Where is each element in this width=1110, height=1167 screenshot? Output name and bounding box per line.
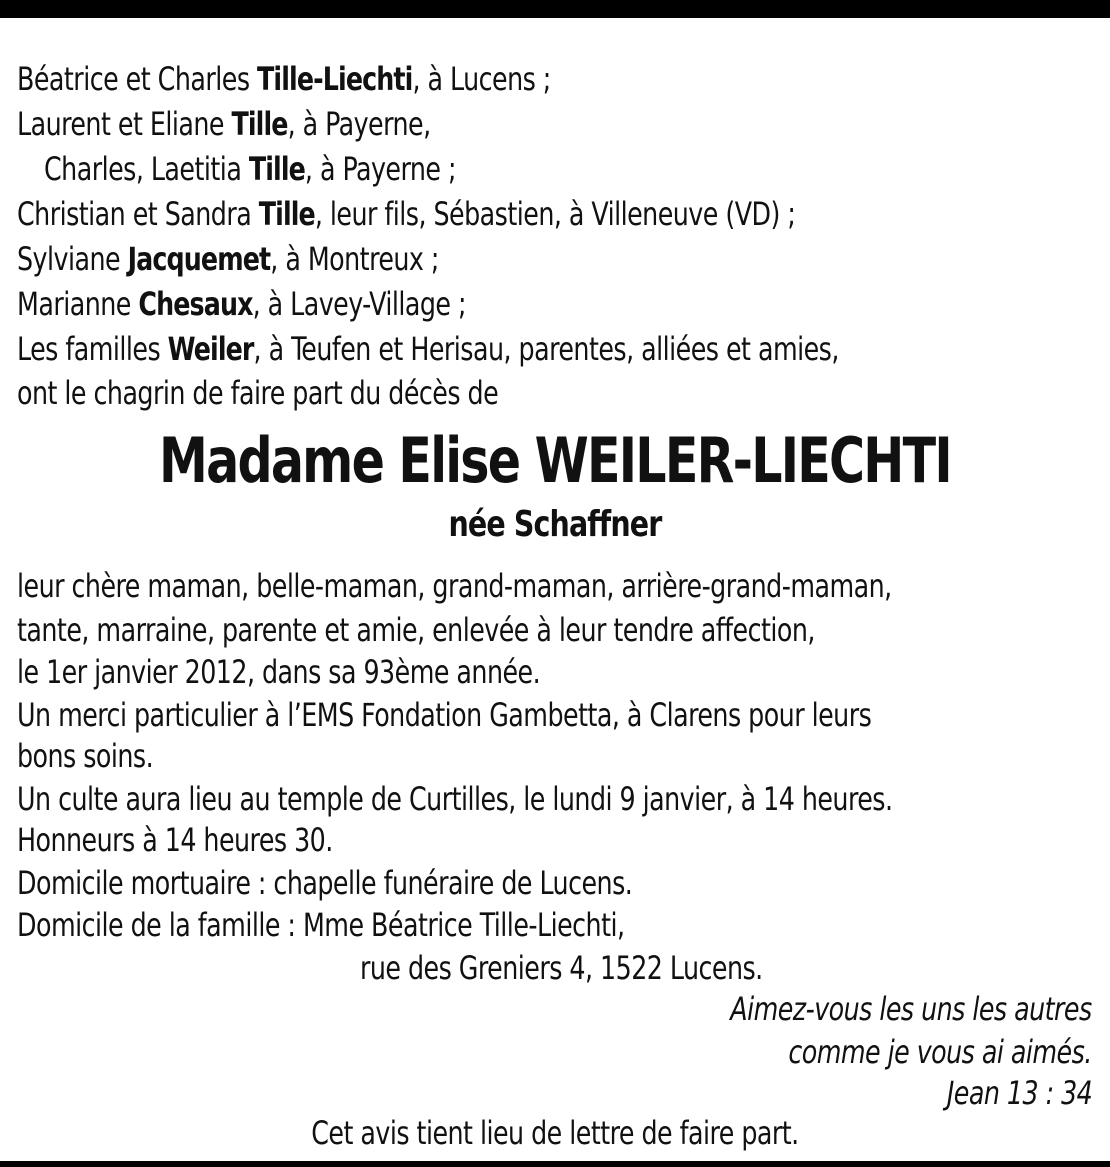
family-line-2-place: , à Payerne, <box>287 105 431 143</box>
family-line-5 <box>17 239 439 279</box>
family-line-2 <box>17 104 431 144</box>
verse-line-1: Aimez-vous les uns les autres <box>730 990 1092 1028</box>
closing-line-text: Cet avis tient lieu de lettre de faire part. <box>311 1114 799 1152</box>
family-line-3-text: Charles, Laetitia <box>44 150 249 188</box>
family-line-1-name: Tille-Liechti <box>257 60 413 98</box>
deceased-name-text: Madame Elise WEILER-LIECHTI <box>159 424 951 497</box>
body-line-2: tante, marraine, parente et amie, enlevée à leur tendre affection, <box>17 611 815 649</box>
family-line-7-name: Weiler <box>167 330 254 368</box>
family-line-6-text: Marianne <box>17 285 139 323</box>
family-address: rue des Greniers 4, 1522 Lucens. <box>360 949 763 987</box>
family-line-3-place: , à Payerne ; <box>304 150 456 188</box>
body-line-1: leur chère maman, belle-maman, grand-maman, arrière-grand-maman, <box>17 567 892 605</box>
verse-reference: Jean 13 : 34 <box>946 1074 1092 1112</box>
family-line-4-place: , leur fils, Sébastien, à Villeneuve (VD) ; <box>314 195 796 233</box>
family-line-4-text: Christian et Sandra <box>17 195 259 233</box>
family-line-1-text: Béatrice et Charles <box>17 60 258 98</box>
body-line-4: Un merci particulier à l’EMS Fondation Gambetta, à Clarens pour leurs <box>17 696 872 734</box>
family-line-5-name: Jacquemet <box>127 240 271 278</box>
verse-line-2: comme je vous ai aimés. <box>788 1033 1092 1071</box>
family-line-5-place: , à Montreux ; <box>270 240 439 278</box>
deceased-name <box>0 426 1110 496</box>
family-line-2-name: Tille <box>231 105 288 143</box>
family-line-4 <box>17 194 795 234</box>
family-line-7 <box>17 329 839 369</box>
deceased-maiden-name-text: née Schaffner <box>448 504 662 545</box>
family-line-7-text: Les familles <box>17 330 168 368</box>
family-line-3-name: Tille <box>248 150 305 188</box>
closing-line <box>0 1113 1110 1153</box>
announcement-line: ont le chagrin de faire part du décès de <box>17 374 499 412</box>
family-line-6-name: Chesaux <box>138 285 253 323</box>
family-line-1-place: , à Lucens ; <box>412 60 551 98</box>
family-line-7-place: , à Teufen et Herisau, parentes, alliées et amies, <box>253 330 839 368</box>
body-line-5: bons soins. <box>17 737 154 775</box>
family-line-4-name: Tille <box>258 195 315 233</box>
family-line-1 <box>17 59 551 99</box>
body-line-9: Domicile de la famille : Mme Béatrice Tille-Liechti, <box>17 906 625 944</box>
body-line-3: le 1er janvier 2012, dans sa 93ème année. <box>17 653 541 691</box>
body-line-8: Domicile mortuaire : chapelle funéraire de Lucens. <box>17 864 633 902</box>
family-line-6-place: , à Lavey-Village ; <box>252 285 467 323</box>
family-line-6 <box>17 284 466 324</box>
body-line-7: Honneurs à 14 heures 30. <box>17 821 333 859</box>
deceased-maiden-name <box>0 505 1110 545</box>
body-line-6: Un culte aura lieu au temple de Curtilles, le lundi 9 janvier, à 14 heures. <box>17 780 893 818</box>
family-line-3 <box>44 149 456 189</box>
family-line-2-text: Laurent et Eliane <box>17 105 232 143</box>
family-line-5-text: Sylviane <box>17 240 128 278</box>
bottom-border-rule <box>0 1161 1110 1167</box>
